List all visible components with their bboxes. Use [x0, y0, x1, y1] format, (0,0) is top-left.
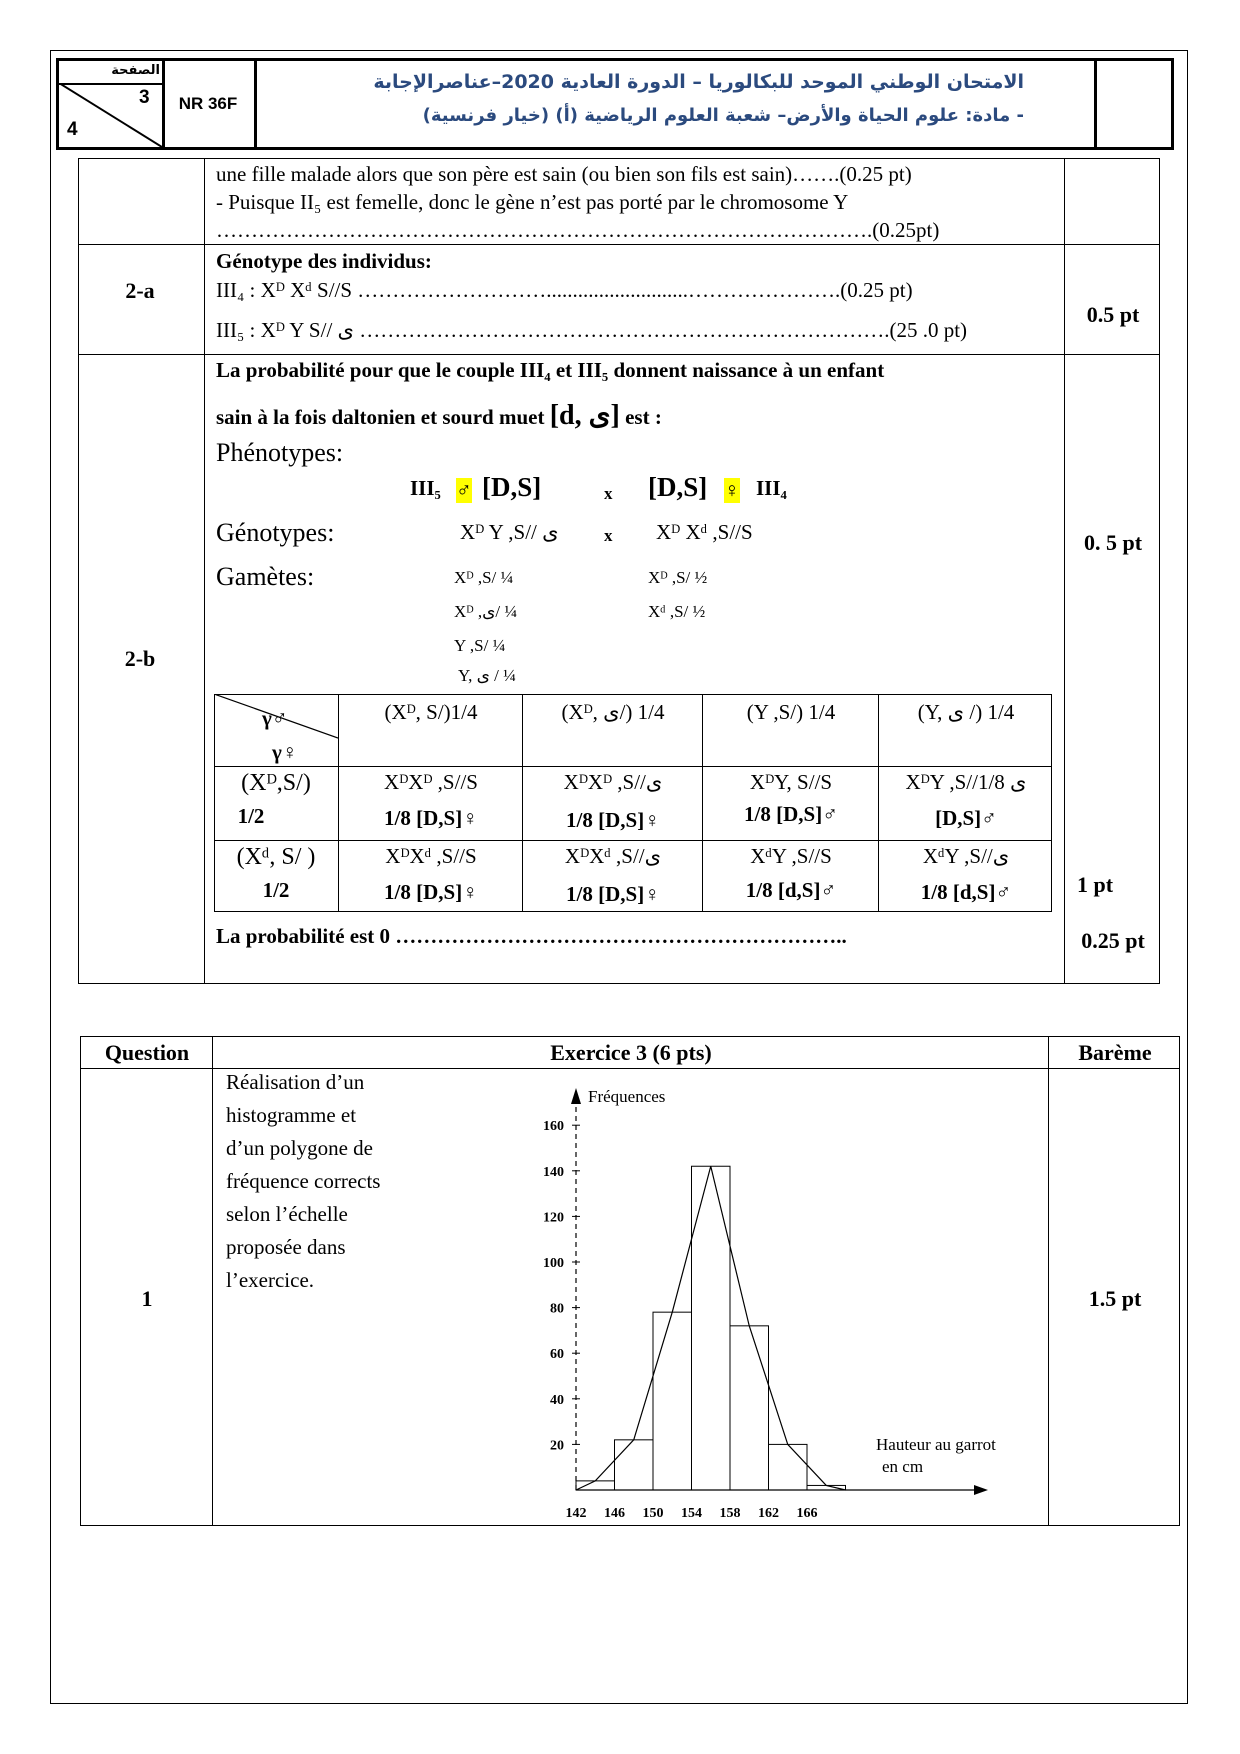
- geno-right: Xᴰ Xᵈ ,S//S: [656, 520, 753, 544]
- q2b-intro-2: [216, 398, 662, 432]
- gamete-left-1: Xᴰ ,S/ ¼: [454, 568, 514, 587]
- cross-1: x: [604, 484, 613, 503]
- intro-phenotype: [d, ﻯ]: [549, 400, 620, 431]
- genotypes-label: Génotypes:: [216, 518, 335, 547]
- y-tick-label: 160: [543, 1119, 564, 1135]
- cell-r1c1-b: 1/8 [D,S]♀: [384, 806, 478, 830]
- q2a-score: 0.5 pt: [1086, 302, 1140, 327]
- title-box: [254, 61, 1097, 147]
- row-head-2b: 1/2: [262, 878, 290, 902]
- cell-r2c3-a: XᵈY ,S//S: [750, 844, 832, 868]
- histogram-bar: [730, 1326, 769, 1490]
- x-tick-label: 166: [796, 1506, 818, 1520]
- q2a-line-1: III₄ : Xᴰ Xᵈ S//S ………………………...........................………………….(0.25 pt): [216, 278, 913, 302]
- cell-r2c3-b: 1/8 [d,S]♂: [745, 878, 837, 902]
- answer-line-4: fréquence corrects: [226, 1169, 381, 1193]
- page-current: 3: [139, 87, 150, 108]
- exam-header: [56, 58, 1174, 150]
- answer-line-7: l’exercice.: [226, 1268, 315, 1292]
- cont-line-1: une fille malade alors que son père est sain (ou bien son fils est sain)…….(0.25 pt): [216, 162, 912, 186]
- geno-left: Xᴰ Y ,S// ﻯ: [460, 520, 559, 544]
- q2a-line-2: III₅ : Xᴰ Y S// ﻯ ………………………………………………………………….(0. 25 pt): [216, 318, 968, 342]
- answer-line-2: histogramme et: [226, 1103, 357, 1127]
- q2a-title: Génotype des individus:: [216, 249, 432, 273]
- x-axis-label-1: Hauteur au garrot: [876, 1435, 996, 1454]
- q2b-score-1: 0. 5 pt: [1083, 530, 1143, 555]
- histogram-bar: [576, 1481, 615, 1490]
- histogram-bar: [692, 1166, 731, 1490]
- x-tick-label: 158: [719, 1506, 741, 1520]
- page-label: الصفحة: [111, 63, 160, 78]
- x-tick-label: 154: [681, 1506, 702, 1520]
- phenotypes-label: Phénotypes:: [216, 438, 344, 467]
- cell-r2c4-a: XᵈY ,S//ﻯ: [922, 844, 1010, 868]
- row-head-1b: 1/2: [237, 804, 265, 828]
- cont-line-2: - Puisque II₅ est femelle, donc le gène n’est pas porté par le chromosome Y: [216, 190, 849, 214]
- cell-r2c2-a: XᴰXᵈ ,S//ﻯ: [564, 844, 662, 868]
- corner-female: γ♀: [272, 740, 298, 764]
- gamete-right-2: Xᵈ ,S/ ½: [648, 602, 706, 621]
- title-line-2: - مادة: علوم الحياة والأرض– شعبة العلوم الرياضية (أ) (خيار فرنسية): [422, 105, 1024, 126]
- col-head-4: (Y, ﻯ /) 1/4: [917, 700, 1015, 724]
- gamete-right-1: Xᴰ ,S/ ½: [648, 568, 708, 587]
- answer-line-5: selon l’échelle: [226, 1202, 348, 1226]
- cell-r1c3-a: XᴰY, S//S: [749, 770, 833, 794]
- male-symbol-1: ♂: [456, 478, 472, 502]
- page-total: 4: [67, 119, 78, 140]
- cell-r1c4-b: [D,S]♂: [935, 806, 997, 830]
- y-tick-label: 80: [550, 1301, 564, 1317]
- title-line-1: الامتحان الوطني الموحد للبكالوريا – الدورة العادية 2020–عناصرالإجابة: [373, 71, 1024, 93]
- y-axis-arrow: [571, 1088, 581, 1104]
- phen-right-ind: III₄: [756, 476, 787, 500]
- cell-r1c4-a: XᴰY ,S//ﻯ 1/8: [905, 770, 1027, 794]
- exam-code: NR 36F: [162, 61, 257, 147]
- q2b-score-3: 0.25 pt: [1081, 928, 1145, 953]
- col-head-1: (Xᴰ, S/)1/4: [384, 700, 478, 724]
- head-exercise: Exercice 3 (6 pts): [550, 1040, 712, 1065]
- phen-right-val: [D,S]: [648, 472, 708, 502]
- histogram-bar: [615, 1440, 654, 1490]
- frequency-polygon: [576, 1166, 846, 1490]
- cell-r1c3-b: 1/8 [D,S]♂: [744, 802, 838, 826]
- corner-male: γ♂: [262, 706, 288, 730]
- cell-r1c2-a: XᴰXᴰ ,S//ﻯ: [563, 770, 663, 794]
- histogram-bar: [653, 1312, 692, 1490]
- row-head-1a: (Xᴰ,S/): [241, 770, 311, 796]
- cell-r1c1-a: XᴰXᴰ ,S//S: [384, 770, 478, 794]
- histogram-bar: [769, 1444, 808, 1490]
- cell-r2c1-a: XᴰXᵈ ,S//S: [385, 844, 477, 868]
- y-axis-label: Fréquences: [588, 1087, 666, 1106]
- phen-left-val: [D,S]: [482, 472, 542, 502]
- intro-text: sain à la fois daltonien et sourd muet: [216, 405, 545, 429]
- cell-r2c4-b: 1/8 [d,S]♂: [920, 880, 1012, 904]
- q2b-label: 2-b: [124, 646, 156, 671]
- answer-line-6: proposée dans: [226, 1235, 346, 1259]
- cell-r2c2-b: 1/8 [D,S]♀: [566, 882, 660, 906]
- ex3-q-label: 1: [141, 1286, 153, 1311]
- intro-end: est :: [625, 405, 662, 429]
- x-tick-label: 150: [642, 1506, 664, 1520]
- y-tick-label: 60: [550, 1347, 564, 1363]
- col-head-3: (Y ,S/) 1/4: [746, 700, 836, 724]
- q2b-intro-1: La probabilité pour que le couple III₄ et III₅ donnent naissance à un enfant: [216, 358, 885, 382]
- x-tick-label: 142: [565, 1506, 587, 1520]
- head-score: Barème: [1078, 1040, 1152, 1065]
- q2b-conclusion: La probabilité est 0 ………………………………………………………..: [216, 924, 847, 948]
- cont-line-3: ………………………………………………………………………………….(0.25pt): [216, 218, 940, 242]
- gametes-label: Gamètes:: [216, 562, 315, 591]
- x-axis-arrow: [974, 1485, 988, 1495]
- cell-r2c1-b: 1/8 [D,S]♀: [384, 880, 478, 904]
- y-tick-label: 140: [543, 1164, 564, 1180]
- gamete-left-3: Y ,S/ ¼: [454, 636, 506, 655]
- phen-left-ind: III₅: [410, 476, 441, 500]
- y-tick-label: 40: [550, 1392, 564, 1408]
- page-number-box: [59, 61, 165, 147]
- x-tick-label: 162: [758, 1506, 779, 1520]
- q2b-score-2: 1 pt: [1076, 872, 1114, 897]
- x-axis-label-2: en cm: [882, 1457, 924, 1476]
- y-tick-label: 100: [543, 1256, 564, 1271]
- gamete-left-4: Y, ﻯ / ¼: [458, 666, 516, 685]
- cross-2: x: [604, 526, 613, 545]
- col-head-2: (Xᴰ, ﻯ/) 1/4: [561, 700, 665, 724]
- row-head-2a: (Xᵈ, S/ ): [236, 844, 316, 870]
- answer-line-3: d’un polygone de: [226, 1136, 373, 1160]
- y-tick-label: 20: [550, 1438, 564, 1454]
- cell-r1c2-b: 1/8 [D,S]♀: [566, 808, 660, 832]
- histogram-chart: [520, 1080, 1040, 1520]
- gamete-left-2: Xᴰ ,ﻯ/ ¼: [454, 602, 518, 621]
- q2a-label: 2-a: [125, 278, 155, 303]
- answer-line-1: Réalisation d’un: [226, 1070, 365, 1094]
- head-question: Question: [104, 1040, 190, 1065]
- y-tick-label: 120: [543, 1210, 564, 1226]
- ex3-score: 1.5 pt: [1088, 1286, 1142, 1311]
- x-tick-label: 146: [604, 1506, 625, 1520]
- histogram-bar: [807, 1485, 846, 1490]
- female-symbol-1: ♀: [724, 478, 740, 502]
